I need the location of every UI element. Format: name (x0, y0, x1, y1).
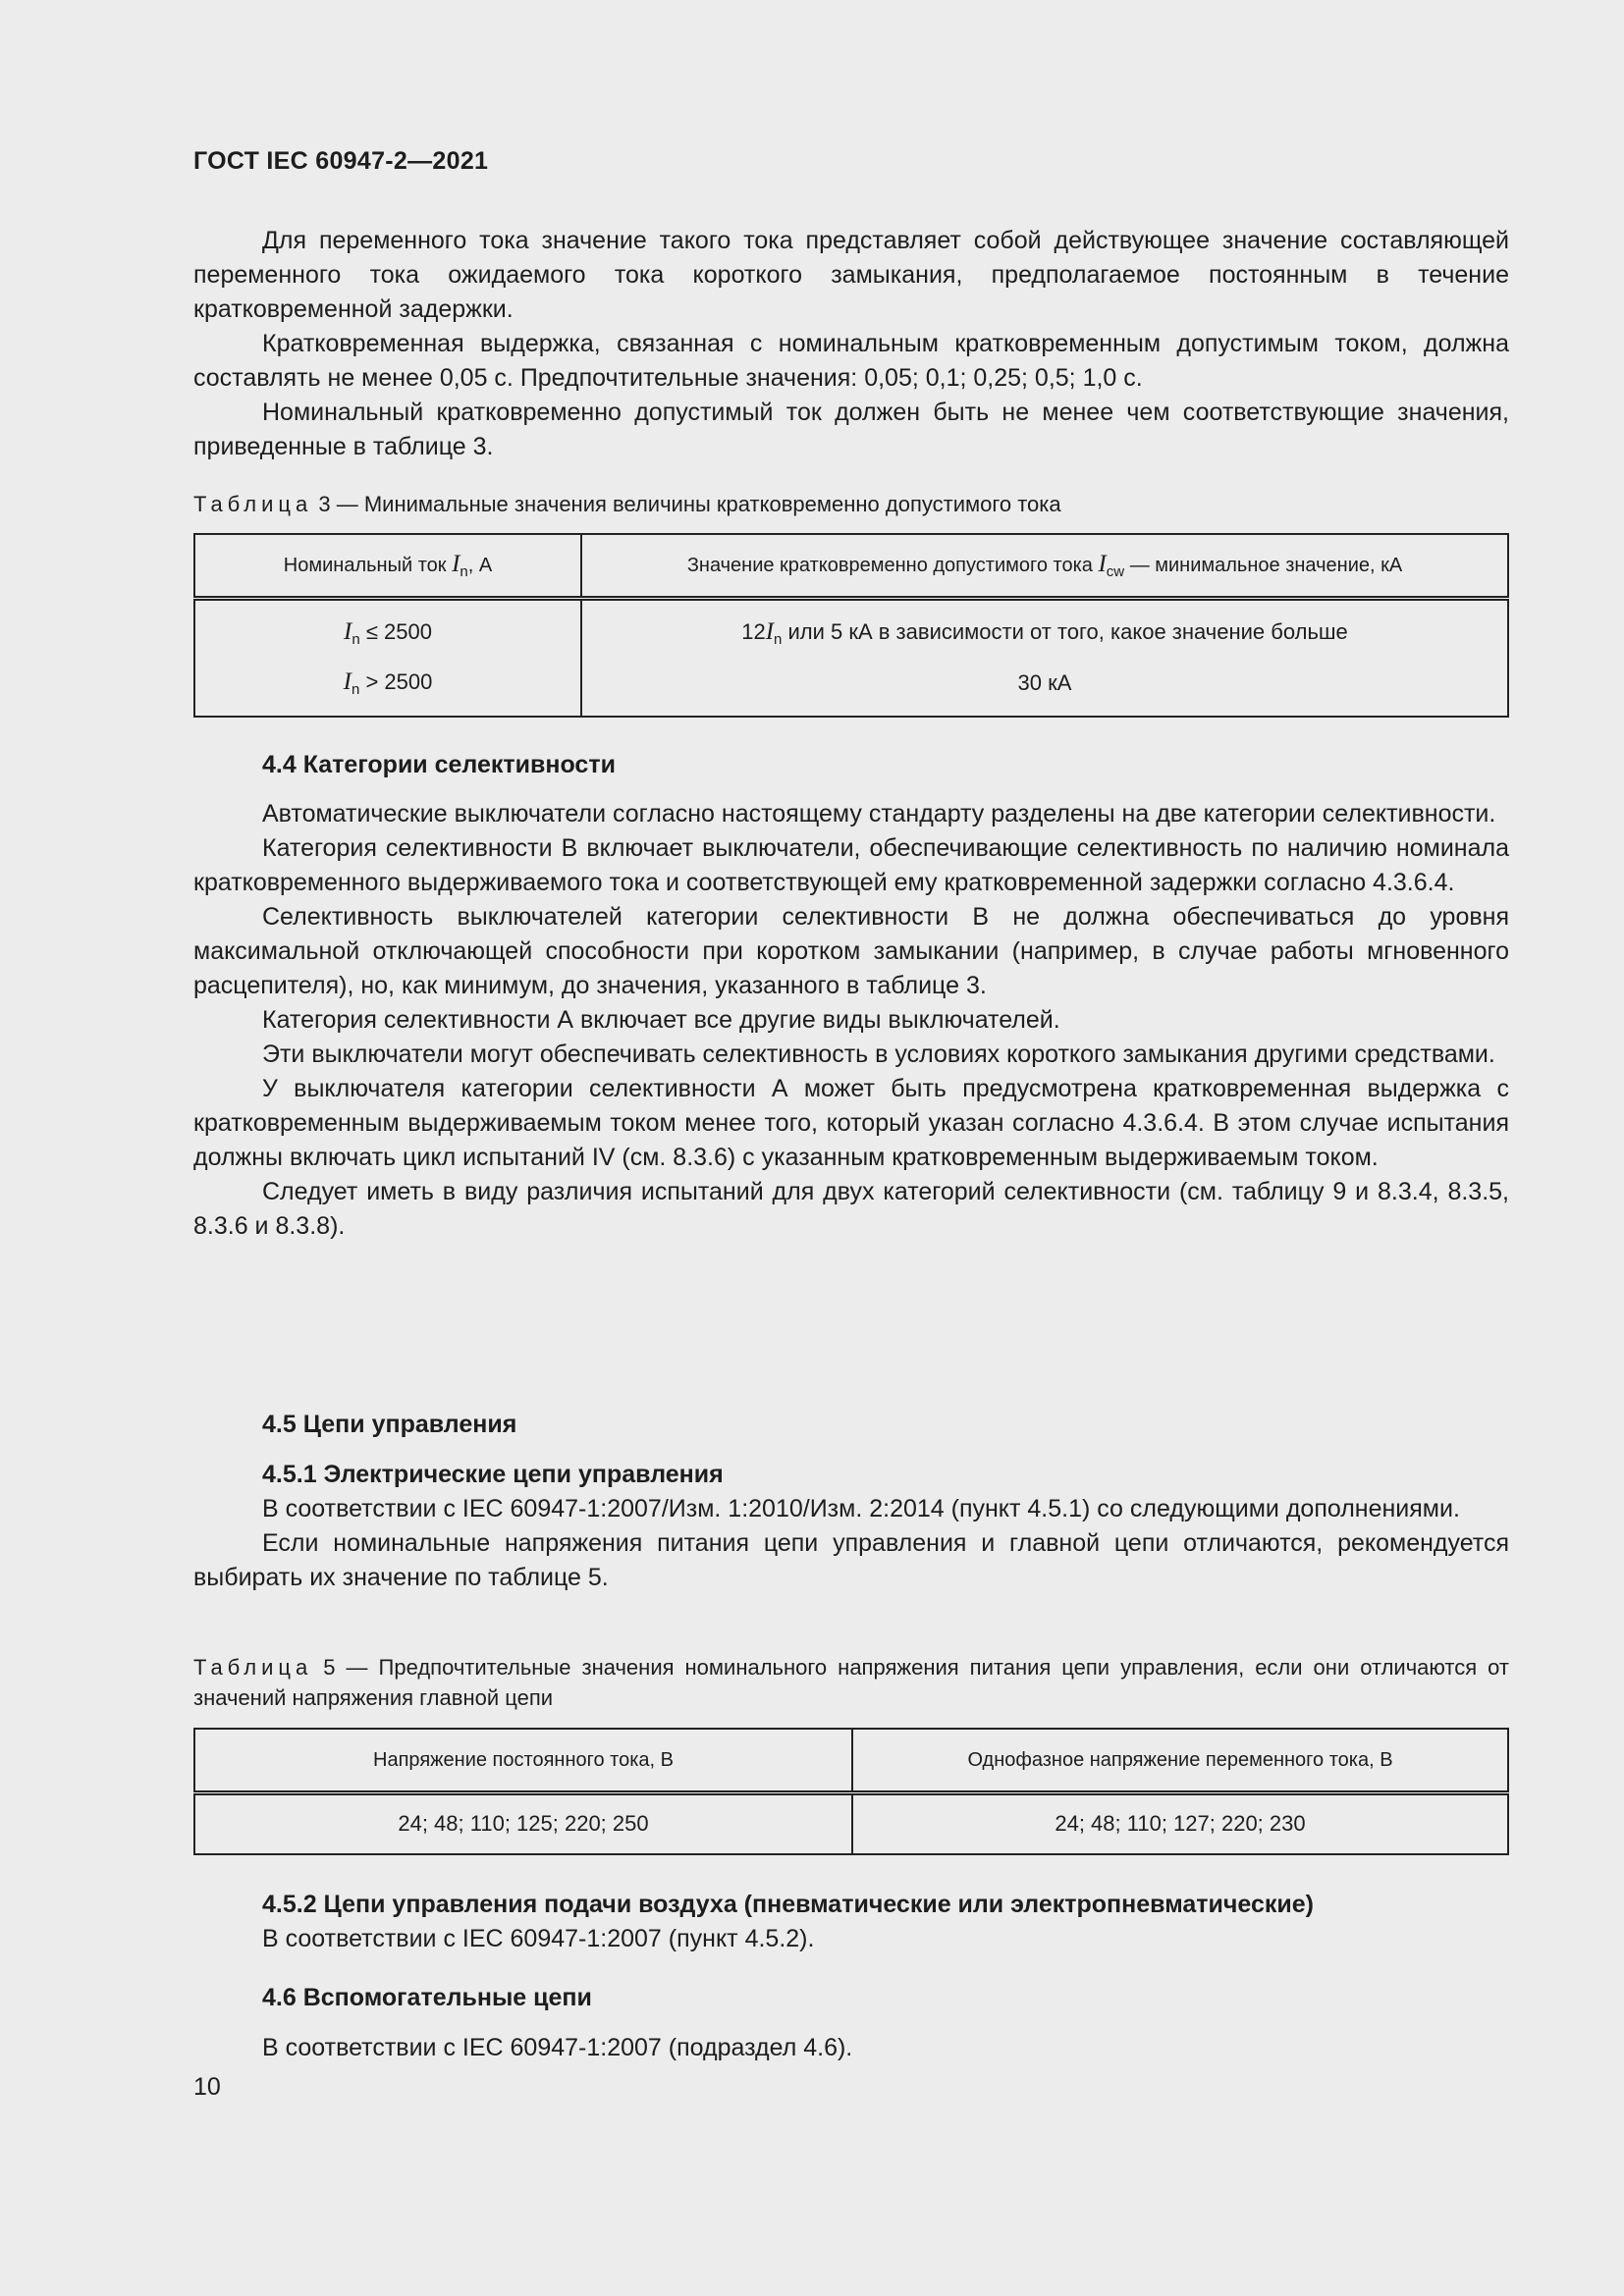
paragraph: В соответствии с IEC 60947-1:2007/Изм. 1:2010/Изм. 2:2014 (пункт 4.5.1) со следующими дополнениями. (262, 1495, 1460, 1522)
section-4-4 (193, 748, 1509, 1244)
table-3 (193, 533, 1509, 718)
paragraph: Для переменного тока значение такого тока представляет собой действующее значение составляющей переменного тока ожидаемого тока короткого замыкания, предполагаемое постоянным в течение кратковременной задержки. (193, 227, 1509, 323)
paragraph: Категория селективности А включает все другие виды выключателей. (262, 1006, 1060, 1034)
paragraph: Категория селективности В включает выключатели, обеспечивающие селективность по наличию номинала кратковременного выдерживаемого тока и соответствующей ему кратковременной задержки согласно 4.3.6.4. (193, 834, 1509, 896)
table-row (194, 599, 1508, 658)
section-4-5 (193, 1408, 1509, 1595)
table-cell: 24; 48; 110; 127; 220; 230 (852, 1793, 1508, 1854)
table-row (194, 1793, 1508, 1854)
paragraph: Автоматические выключатели согласно настоящему стандарту разделены на две категории селективности. (262, 800, 1496, 828)
table3-header-rated-current: Номинальный ток $I_n$, А (194, 534, 581, 599)
table5-caption: Таблица 5 — Предпочтительные значения номинального напряжения питания цепи управления, если они отличаются от значений напряжения главной цепи (193, 1655, 1509, 1710)
table-cell: 24; 48; 110; 125; 220; 250 (194, 1793, 852, 1854)
paragraph: В соответствии с IEC 60947-1:2007 (пункт 4.5.2). (262, 1925, 815, 1952)
table-cell: $12I_n$ или 5 кА в зависимости от того, какое значение больше (581, 599, 1508, 658)
section-4-6 (193, 1981, 1509, 2065)
section-4-5-2 (193, 1888, 1509, 1956)
intro-section (193, 224, 1509, 464)
paragraph: Если номинальные напряжения питания цепи управления и главной цепи отличаются, рекомендуется выбирать их значение по таблице 5. (193, 1529, 1509, 1591)
subsection-title: 4.5.1 Электрические цепи управления (262, 1461, 724, 1488)
table-cell: $I_n > 2500$ (194, 658, 581, 717)
paragraph: Эти выключатели могут обеспечивать селективность в условиях короткого замыкания другими средствами. (262, 1041, 1495, 1068)
table3-header-withstand-current: Значение кратковременно допустимого тока $I_{cw}$ — минимальное значение, кА (581, 534, 1508, 599)
section-title: 4.6 Вспомогательные цепи (262, 1984, 592, 2011)
paragraph: Селективность выключателей категории селективности В не должна обеспечиваться до уровня максимальной отключающей способности при коротком замыкании (например, в случае работы мгновенного расцепителя), но, как минимум, до значения, указанного в таблице 3. (193, 903, 1509, 999)
table5-header-ac-voltage: Однофазное напряжение переменного тока, В (852, 1729, 1508, 1793)
page-number: 10 (193, 2073, 221, 2101)
table3-caption: Таблица 3 — Минимальные значения величины кратковременно допустимого тока (193, 492, 1061, 516)
subsection-title: 4.5.2 Цепи управления подачи воздуха (пневматические или электропневматические) (262, 1891, 1314, 1918)
paragraph: В соответствии с IEC 60947-1:2007 (подраздел 4.6). (262, 2034, 853, 2061)
table-row (194, 658, 1508, 717)
table5-header-dc-voltage: Напряжение постоянного тока, В (194, 1729, 852, 1793)
document-header: ГОСТ IEC 60947-2—2021 (193, 147, 489, 175)
table-cell: $I_n \le 2500$ (194, 599, 581, 658)
paragraph: Кратковременная выдержка, связанная с номинальным кратковременным допустимым током, должна составлять не менее 0,05 с. Предпочтительные значения: 0,05; 0,1; 0,25; 0,5; 1,0 с. (193, 330, 1509, 392)
section-title: 4.4 Категории селективности (262, 751, 616, 778)
paragraph: Номинальный кратковременно допустимый ток должен быть не менее чем соответствующие значения, приведенные в таблице 3. (193, 399, 1509, 460)
section-title: 4.5 Цепи управления (262, 1411, 517, 1438)
table-cell: 30 кА (581, 658, 1508, 717)
table-5 (193, 1728, 1509, 1855)
paragraph: Следует иметь в виду различия испытаний для двух категорий селективности (см. таблицу 9 и 8.3.4, 8.3.5, 8.3.6 и 8.3.8). (193, 1178, 1509, 1240)
paragraph: У выключателя категории селективности А может быть предусмотрена кратковременная выдержка с кратковременным выдерживаемым током менее того, который указан согласно 4.3.6.4. В этом случае испытания должны включать цикл испытаний IV (см. 8.3.6) с указанным кратковременным выдерживаемым током. (193, 1075, 1509, 1171)
